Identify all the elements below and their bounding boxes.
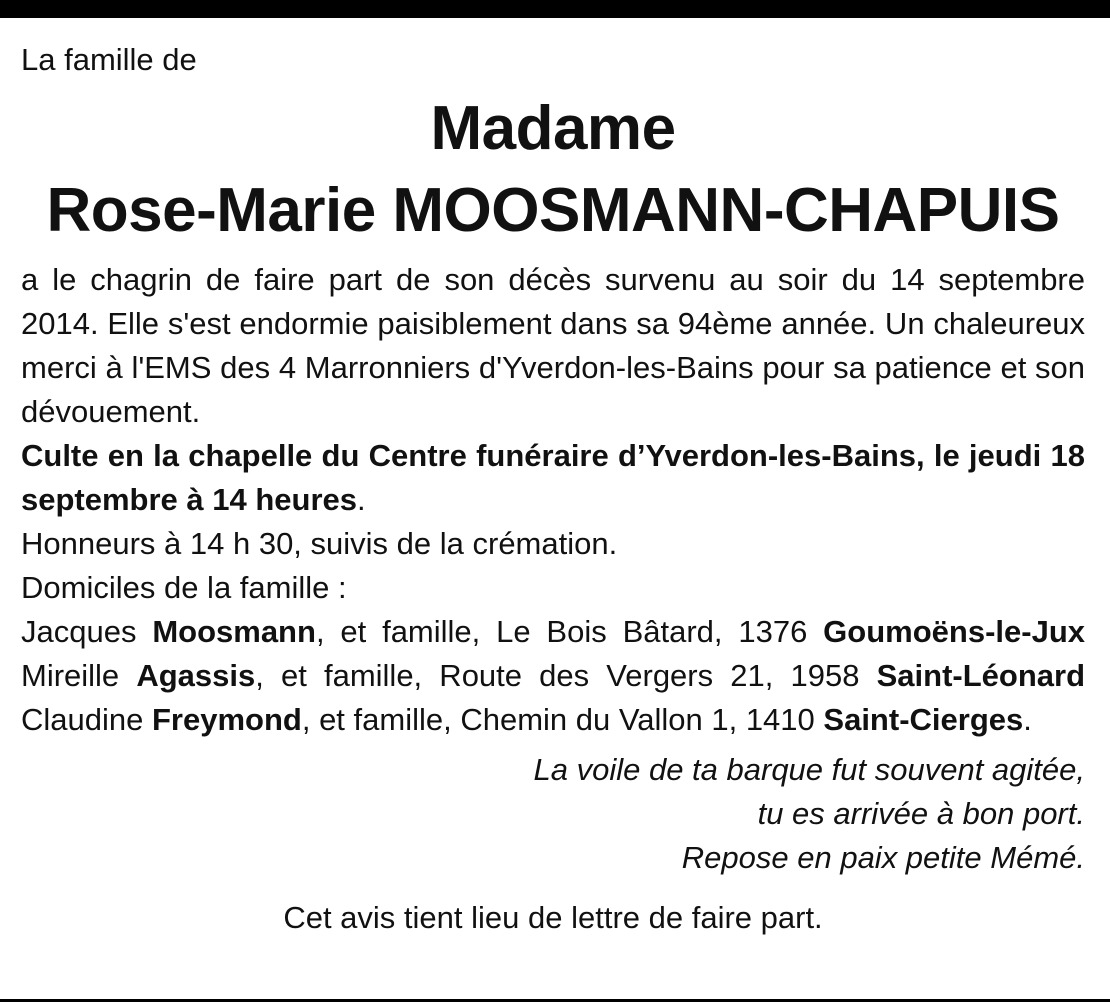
ceremony-period: .	[357, 482, 366, 517]
ceremony-details: Culte en la chapelle du Centre funéraire d’Yverdon-les-Bains, le jeudi 18 septembre à 14 heures	[21, 438, 1085, 517]
honneurs-line: Honneurs à 14 h 30, suivis de la crémation.	[21, 526, 618, 561]
family-row-end: .	[1023, 702, 1032, 737]
deceased-full-name: Rose-Marie MOOSMANN-CHAPUIS	[46, 176, 1060, 245]
obituary-notice	[21, 36, 1085, 940]
closing-line: Cet avis tient lieu de lettre de faire part.	[283, 900, 823, 935]
family-first-name: Claudine	[21, 702, 152, 737]
family-address: , et famille, Le Bois Bâtard, 1376	[315, 614, 824, 649]
family-town: Saint-Léonard	[876, 658, 1086, 693]
deceased-title: Madame	[430, 94, 676, 163]
poem-line: Repose en paix petite Mémé.	[681, 840, 1085, 875]
family-address: , et famille, Chemin du Vallon 1, 1410	[301, 702, 824, 737]
family-member-row	[21, 654, 1085, 698]
announcement-body	[21, 258, 1085, 742]
poem-quote	[21, 748, 1085, 880]
bottom-border-rule	[0, 999, 1110, 1002]
family-member-row	[21, 610, 1085, 654]
family-first-name: Jacques	[21, 614, 153, 649]
family-member-row	[21, 698, 1085, 742]
poem-line: tu es arrivée à bon port.	[757, 796, 1085, 831]
family-last-name: Moosmann	[152, 614, 316, 649]
family-last-name: Agassis	[136, 658, 256, 693]
poem-line: La voile de ta barque fut souvent agitée,	[533, 752, 1085, 787]
family-town: Goumoëns-le-Jux	[823, 614, 1085, 649]
domiciles-label: Domiciles de la famille :	[21, 570, 347, 605]
deceased-name-block	[21, 88, 1085, 252]
family-first-name: Mireille	[21, 658, 137, 693]
announcement-paragraph: a le chagrin de faire part de son décès survenu au soir du 14 septembre 2014. Elle s'est endormie paisiblement dans sa 94ème année. Un chaleureux merci à l'EMS des 4 Marronniers d'Yverdon-les-Bains pour sa patience et son dévouement.	[21, 262, 1085, 429]
family-last-name: Freymond	[151, 702, 302, 737]
family-address: , et famille, Route des Vergers 21, 1958	[255, 658, 877, 693]
top-border-rule	[0, 0, 1110, 18]
family-town: Saint-Cierges	[823, 702, 1024, 737]
ceremony-paragraph	[21, 434, 1085, 522]
intro-line: La famille de	[21, 42, 197, 77]
